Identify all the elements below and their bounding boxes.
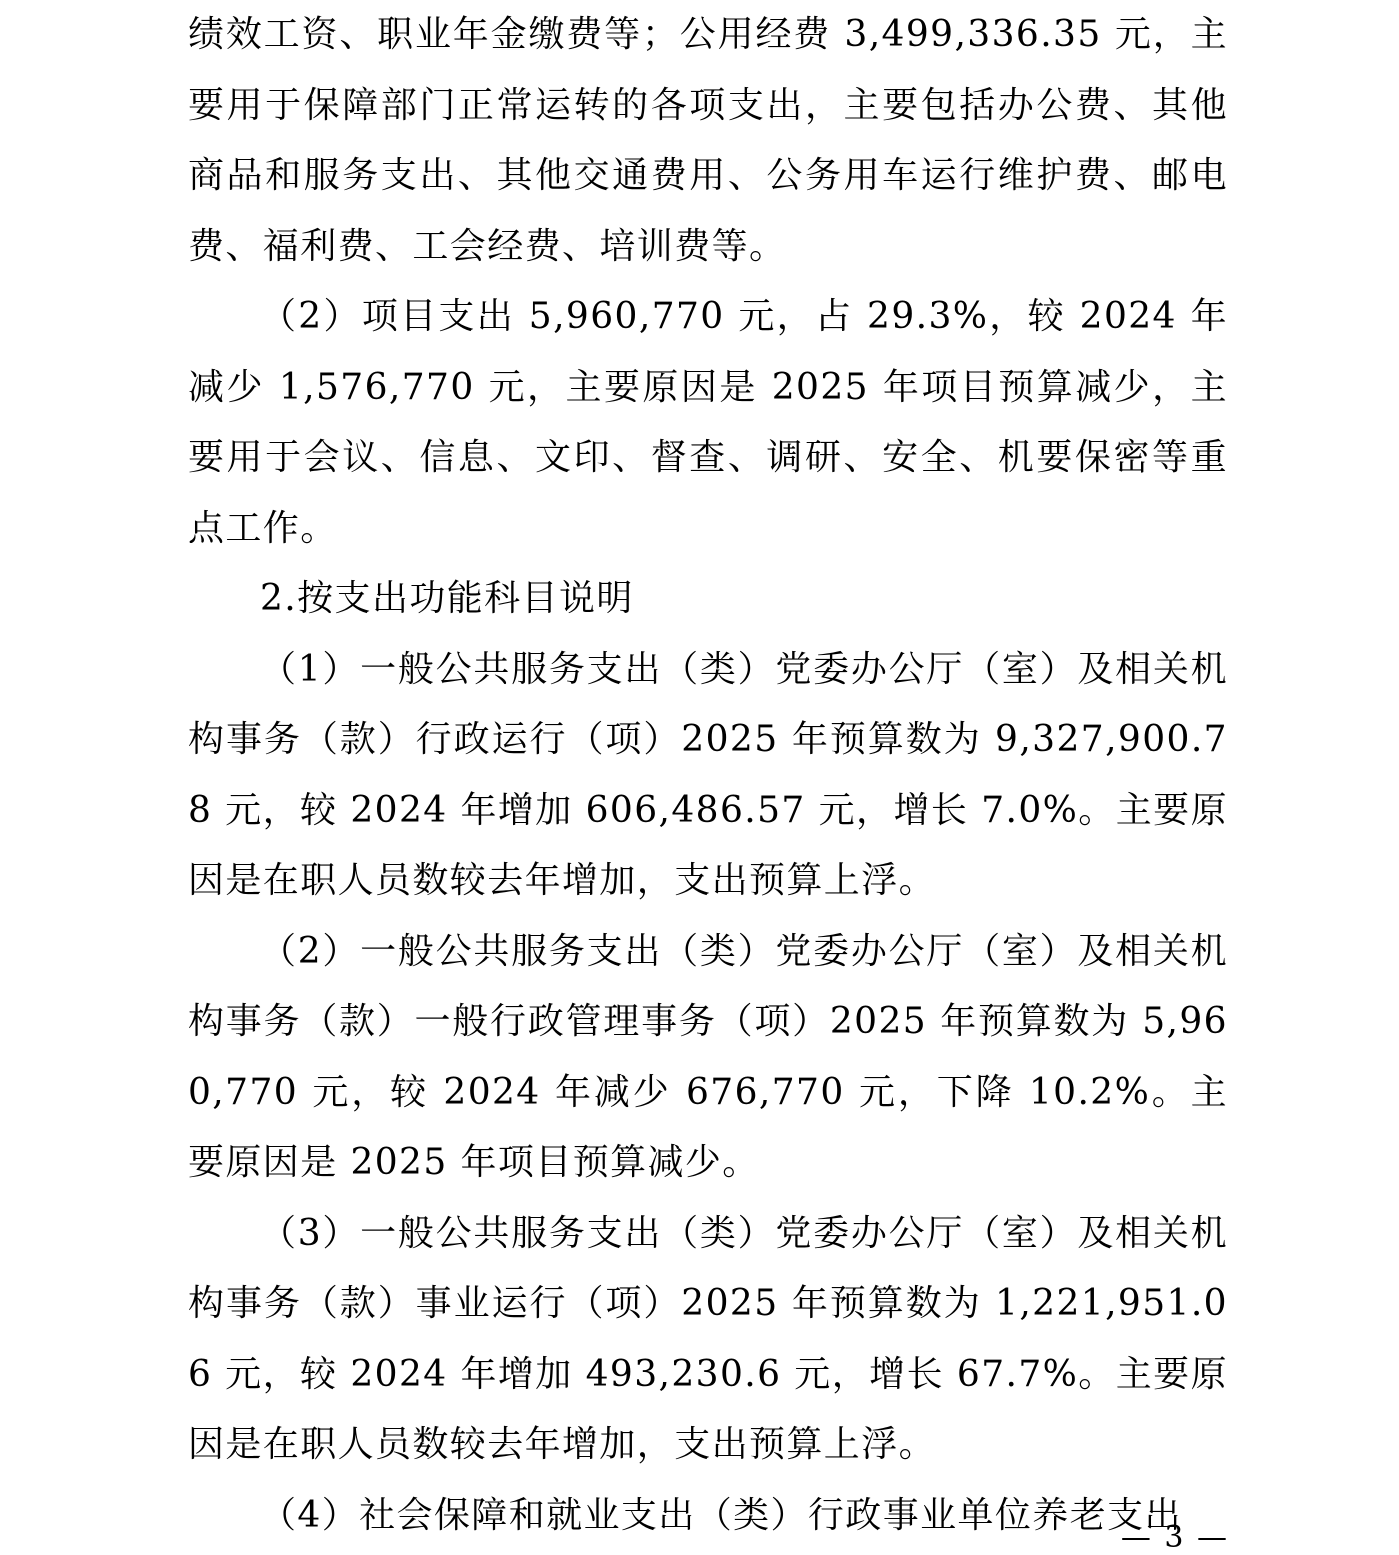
paragraph-item-1: （1）一般公共服务支出（类）党委办公厅（室）及相关机构事务（款）行政运行（项）2025 年预算数为 9,327,900.78 元，较 2024 年增加 606,486.57 元，增长 7.0%。主要原因是在职人员数较去年增加，支出预算上浮。: [188, 648, 1228, 901]
document-body: [188, 0, 1228, 1551]
page-number: — 3 —: [1120, 1520, 1229, 1555]
paragraph-item-4: （4）社会保障和就业支出（类）行政事业单位养老支出: [260, 1494, 1182, 1536]
section-heading: 2.按支出功能科目说明: [260, 578, 634, 619]
paragraph-continuation: 绩效工资、职业年金缴费等；公用经费 3,499,336.35 元，主要用于保障部门正常运转的各项支出，主要包括办公费、其他商品和服务支出、其他交通费用、公务用车运行维护费、邮电费、福利费、工会经费、培训费等。: [188, 14, 1228, 267]
paragraph-project-expenditure: （2）项目支出 5,960,770 元，占 29.3%，较 2024 年减少 1,576,770 元，主要原因是 2025 年项目预算减少，主要用于会议、信息、文印、督查、调研、安全、机要保密等重点工作。: [188, 296, 1228, 549]
paragraph-item-2: （2）一般公共服务支出（类）党委办公厅（室）及相关机构事务（款）一般行政管理事务（项）2025 年预算数为 5,960,770 元，较 2024 年减少 676,770 元，下降 10.2%。主要原因是 2025 年项目预算减少。: [188, 930, 1228, 1183]
paragraph-item-3: （3）一般公共服务支出（类）党委办公厅（室）及相关机构事务（款）事业运行（项）2025 年预算数为 1,221,951.06 元，较 2024 年增加 493,230.6 元，增长 67.7%。主要原因是在职人员数较去年增加，支出预算上浮。: [188, 1212, 1228, 1465]
